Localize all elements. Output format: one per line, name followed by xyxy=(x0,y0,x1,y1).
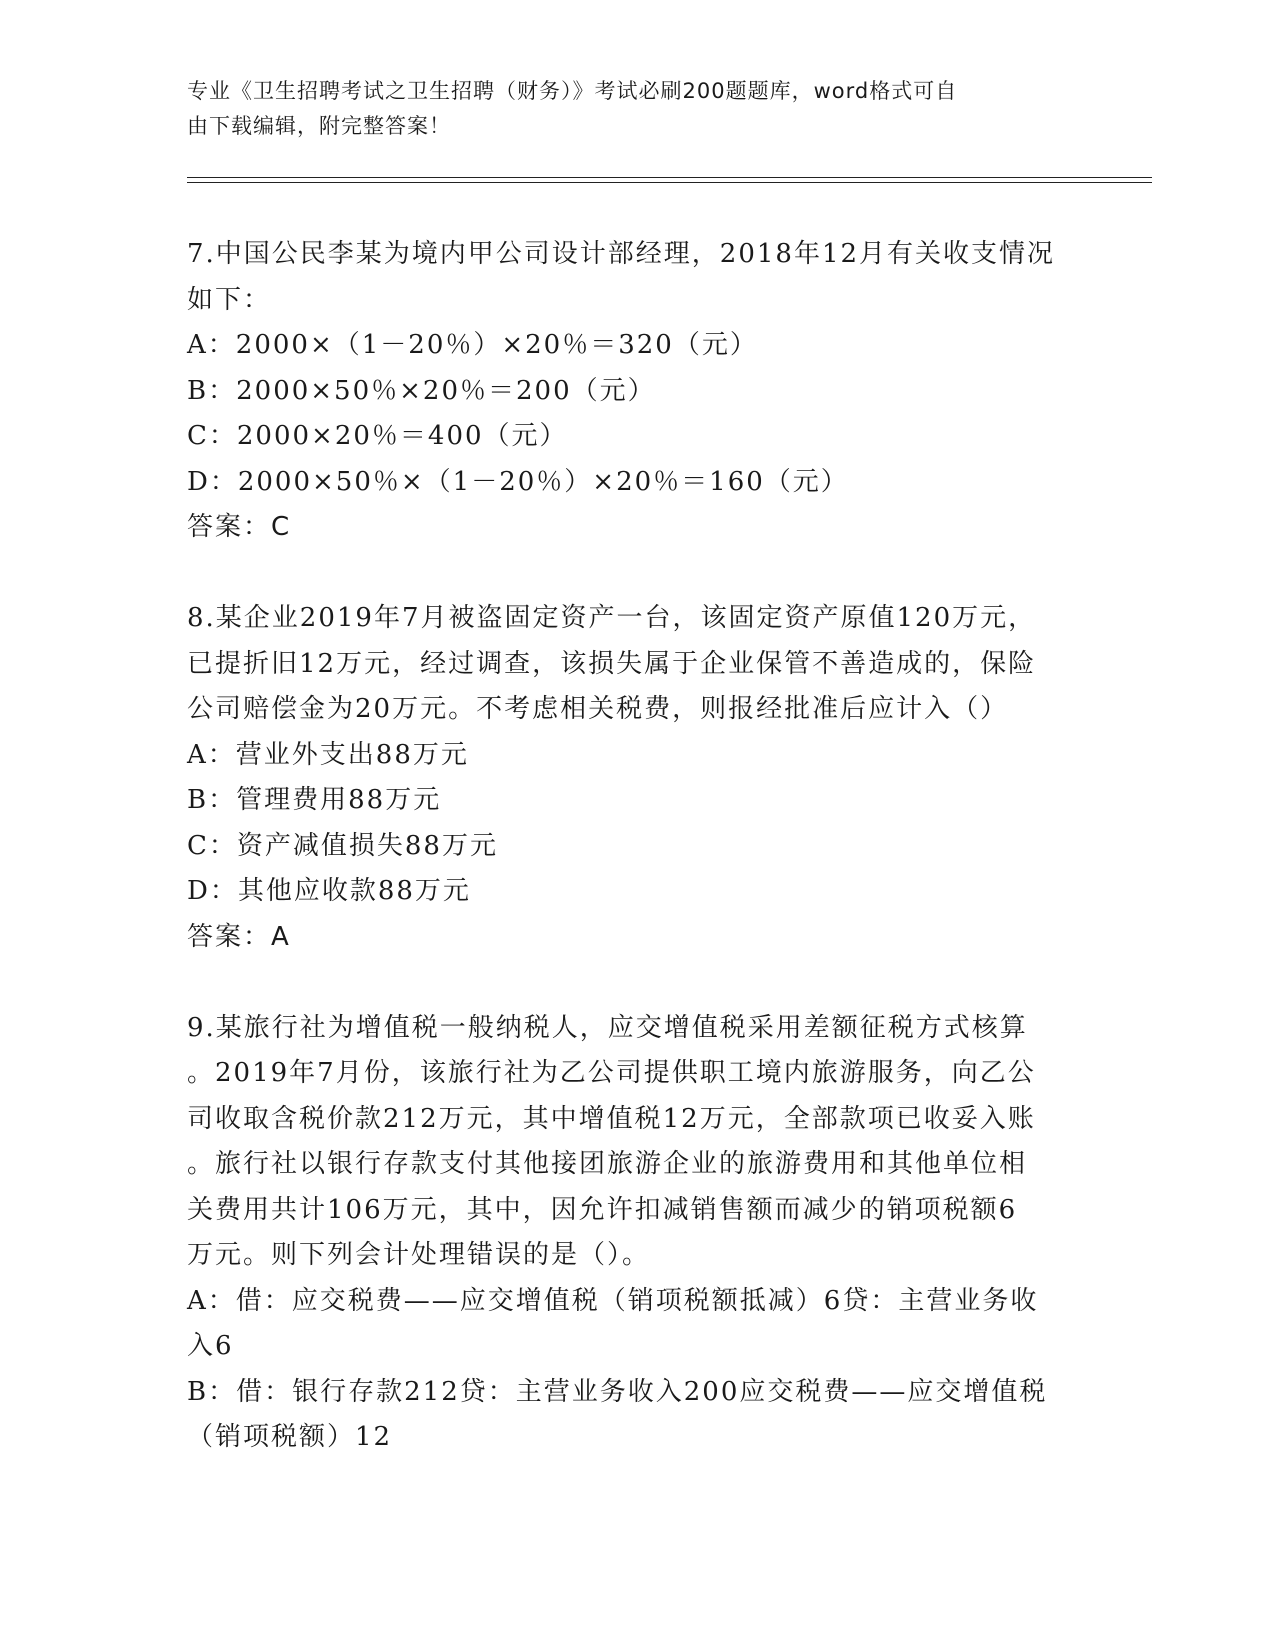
header-divider xyxy=(187,177,1152,183)
option-b-continued: （销项税额）12 xyxy=(187,1422,393,1452)
option-d: D：其他应收款88万元 xyxy=(187,876,471,906)
option-a-continued: 入6 xyxy=(187,1331,234,1361)
question-text: 如下： xyxy=(187,284,272,315)
question-text: 已提折旧12万元，经过调查，该损失属于企业保管不善造成的，保险 xyxy=(187,648,1037,679)
question-text: 7.中国公民李某为境内甲公司设计部经理，2018年12月有关收支情况 xyxy=(187,239,1056,269)
option-d: D：2000×50％×（1－20％）×20％＝160（元） xyxy=(187,466,849,497)
question-text: 万元。则下列会计处理错误的是（）。 xyxy=(187,1240,651,1270)
option-c: C：资产减值损失88万元 xyxy=(187,830,498,861)
question-8 xyxy=(187,596,1087,960)
question-text: 8.某企业2019年7月被盗固定资产一台，该固定资产原值120万元， xyxy=(187,603,1037,633)
question-9 xyxy=(187,1006,1087,1461)
header-line: 专业《卫生招聘考试之卫生招聘（财务）》考试必刷200题题库，word格式可自 xyxy=(187,79,958,103)
header-line: 由下载编辑，附完整答案！ xyxy=(187,114,451,138)
question-text: 9.某旅行社为增值税一般纳税人，应交增值税采用差额征税方式核算 xyxy=(187,1012,1028,1043)
option-b: B：借：银行存款212贷：主营业务收入200应交税费——应交增值税 xyxy=(187,1376,1048,1407)
question-text: 司收取含税价款212万元，其中增值税12万元，全部款项已收妥入账 xyxy=(187,1103,1036,1134)
option-b: B：管理费用88万元 xyxy=(187,785,442,815)
answer-text: 答案：C xyxy=(187,512,292,542)
question-text: 关费用共计106万元，其中，因允许扣减销售额而减少的销项税额6 xyxy=(187,1194,1018,1225)
question-list xyxy=(187,232,1087,1461)
option-a: A：营业外支出88万元 xyxy=(187,739,469,770)
question-text: 。旅行社以银行存款支付其他接团旅游企业的旅游费用和其他单位相 xyxy=(187,1149,1028,1179)
option-b: B：2000×50％×20％＝200（元） xyxy=(187,375,656,406)
question-text: 公司赔偿金为20万元。不考虑相关税费，则报经批准后应计入（） xyxy=(187,694,1009,724)
option-a: A：借：应交税费——应交增值税（销项税额抵减）6贷：主营业务收 xyxy=(187,1285,1039,1316)
option-a: A：2000×（1－20％）×20％＝320（元） xyxy=(187,330,758,360)
option-c: C：2000×20％＝400（元） xyxy=(187,421,568,451)
question-7 xyxy=(187,232,1087,551)
document-header xyxy=(187,74,1087,144)
question-text: 。2019年7月份，该旅行社为乙公司提供职工境内旅游服务，向乙公 xyxy=(187,1058,1036,1088)
answer-text: 答案：A xyxy=(187,921,291,952)
